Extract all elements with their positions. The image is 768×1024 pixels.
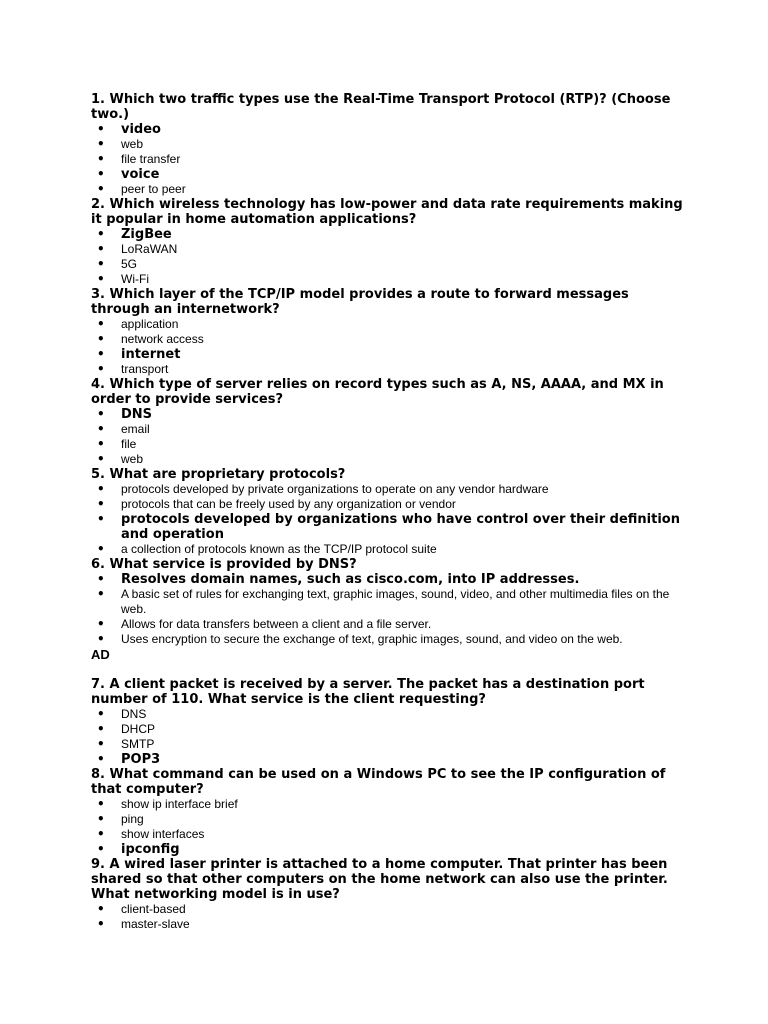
question-text: 2. Which wireless technology has low-power and data rate requirements making it popular in home automation applications? (91, 197, 683, 227)
answer-list (91, 707, 691, 767)
answer-text: LoRaWAN (121, 242, 178, 256)
answer-option (91, 812, 691, 827)
question-text: 4. Which type of server relies on record types such as A, NS, AAAA, and MX in order to provide services? (91, 377, 664, 407)
answer-text: protocols that can be freely used by any organization or vendor (121, 497, 456, 511)
answer-list (91, 227, 691, 287)
question-text: 1. Which two traffic types use the Real-Time Transport Protocol (RTP)? (Choose two.) (91, 92, 671, 122)
answer-option (91, 737, 691, 752)
question-block (91, 677, 691, 767)
ad-label: AD (91, 647, 110, 662)
document-body (91, 92, 691, 932)
answer-text: Resolves domain names, such as cisco.com, into IP addresses. (121, 572, 580, 587)
question-block (91, 767, 691, 857)
bullet-icon: • (97, 227, 105, 241)
answer-text: a collection of protocols known as the TCP/IP protocol suite (121, 542, 437, 556)
bullet-icon: • (97, 437, 105, 451)
bullet-icon: • (97, 167, 105, 181)
answer-text: DNS (121, 407, 153, 422)
answer-text: application (121, 317, 179, 331)
answer-text: 5G (121, 257, 138, 271)
answer-option-correct (91, 167, 691, 182)
bullet-icon: • (97, 497, 105, 511)
bullet-icon: • (97, 122, 105, 136)
bullet-icon: • (97, 542, 105, 556)
answer-text: file (121, 437, 137, 451)
answer-option (91, 437, 691, 452)
answer-text: file transfer (121, 152, 181, 166)
bullet-icon: • (97, 572, 105, 586)
answer-text: network access (121, 332, 204, 346)
answer-option (91, 452, 691, 467)
answer-option-correct (91, 122, 691, 137)
answer-list (91, 572, 691, 647)
question-text: 3. Which layer of the TCP/IP model provides a route to forward messages through an internetwork? (91, 287, 629, 317)
question-block (91, 467, 691, 557)
answer-option (91, 422, 691, 437)
answer-option-correct (91, 347, 691, 362)
question-block (91, 92, 691, 197)
question-text: 6. What service is provided by DNS? (91, 557, 357, 572)
bullet-icon: • (97, 407, 105, 421)
answer-option-correct (91, 512, 691, 542)
answer-option-correct (91, 227, 691, 242)
bullet-icon: • (97, 587, 105, 601)
answer-option (91, 362, 691, 377)
answer-option (91, 902, 691, 917)
answer-option (91, 257, 691, 272)
answer-list (91, 317, 691, 377)
bullet-icon: • (97, 512, 105, 526)
answer-text: Allows for data transfers between a client and a file server. (121, 617, 432, 631)
answer-option (91, 272, 691, 287)
answer-text: protocols developed by organizations who have control over their definition and operation (121, 512, 680, 542)
answer-option-correct (91, 572, 691, 587)
answer-option (91, 632, 691, 647)
answer-list (91, 482, 691, 557)
bullet-icon: • (97, 902, 105, 916)
bullet-icon: • (97, 842, 105, 856)
answer-list (91, 797, 691, 857)
bullet-icon: • (97, 812, 105, 826)
answer-text: ping (121, 812, 144, 826)
answer-text: show ip interface brief (121, 797, 238, 811)
answer-option (91, 722, 691, 737)
answer-text: client-based (121, 902, 186, 916)
answer-option (91, 617, 691, 632)
answer-text: POP3 (121, 752, 161, 767)
answer-option-correct (91, 752, 691, 767)
bullet-icon: • (97, 617, 105, 631)
answer-option (91, 587, 691, 617)
bullet-icon: • (97, 422, 105, 436)
answer-option-correct (91, 842, 691, 857)
answer-text: ipconfig (121, 842, 180, 857)
bullet-icon: • (97, 752, 105, 766)
question-text: 9. A wired laser printer is attached to a home computer. That printer has been shared so that other computers on the home network can also use the printer. What networking model is in use? (91, 857, 668, 902)
bullet-icon: • (97, 917, 105, 931)
answer-text: web (121, 137, 144, 151)
bullet-icon: • (97, 317, 105, 331)
answer-text: DNS (121, 707, 147, 721)
bullet-icon: • (97, 362, 105, 376)
bullet-icon: • (97, 797, 105, 811)
bullet-icon: • (97, 347, 105, 361)
answer-option (91, 797, 691, 812)
bullet-icon: • (97, 242, 105, 256)
answer-option (91, 542, 691, 557)
answer-text: transport (121, 362, 169, 376)
bullet-icon: • (97, 452, 105, 466)
question-block (91, 557, 691, 647)
answer-option (91, 917, 691, 932)
answer-text: voice (121, 167, 160, 182)
answer-text: DHCP (121, 722, 156, 736)
answer-text: SMTP (121, 737, 155, 751)
answer-list (91, 122, 691, 197)
answer-list (91, 407, 691, 467)
bullet-icon: • (97, 707, 105, 721)
bullet-icon: • (97, 257, 105, 271)
answer-text: email (121, 422, 150, 436)
bullet-icon: • (97, 632, 105, 646)
answer-option (91, 152, 691, 167)
bullet-icon: • (97, 737, 105, 751)
bullet-icon: • (97, 332, 105, 346)
bullet-icon: • (97, 272, 105, 286)
bullet-icon: • (97, 482, 105, 496)
answer-text: internet (121, 347, 181, 362)
answer-text: protocols developed by private organizations to operate on any vendor hardware (121, 482, 549, 496)
question-text: 7. A client packet is received by a server. The packet has a destination port number of 110. What service is the client requesting? (91, 677, 645, 707)
answer-option (91, 137, 691, 152)
question-block (91, 377, 691, 467)
answer-option (91, 182, 691, 197)
answer-option-correct (91, 407, 691, 422)
answer-option (91, 707, 691, 722)
answer-text: web (121, 452, 144, 466)
answer-option (91, 497, 691, 512)
answer-text: A basic set of rules for exchanging text, graphic images, sound, video, and other multimedia files on the web. (121, 587, 670, 616)
answer-option (91, 242, 691, 257)
answer-option (91, 332, 691, 347)
answer-text: video (121, 122, 161, 137)
bullet-icon: • (97, 182, 105, 196)
question-text: 5. What are proprietary protocols? (91, 467, 346, 482)
answer-option (91, 827, 691, 842)
bullet-icon: • (97, 137, 105, 151)
question-block (91, 857, 691, 932)
answer-option (91, 482, 691, 497)
bullet-icon: • (97, 722, 105, 736)
answer-text: Uses encryption to secure the exchange of text, graphic images, sound, and video on the web. (121, 632, 623, 646)
answer-list (91, 902, 691, 932)
answer-text: show interfaces (121, 827, 205, 841)
bullet-icon: • (97, 827, 105, 841)
question-block (91, 197, 691, 287)
bullet-icon: • (97, 152, 105, 166)
answer-option (91, 317, 691, 332)
answer-text: ZigBee (121, 227, 172, 242)
question-text: 8. What command can be used on a Windows PC to see the IP configuration of that computer? (91, 767, 666, 797)
answer-text: master-slave (121, 917, 190, 931)
answer-text: peer to peer (121, 182, 186, 196)
answer-text: Wi-Fi (121, 272, 149, 286)
question-block (91, 287, 691, 377)
